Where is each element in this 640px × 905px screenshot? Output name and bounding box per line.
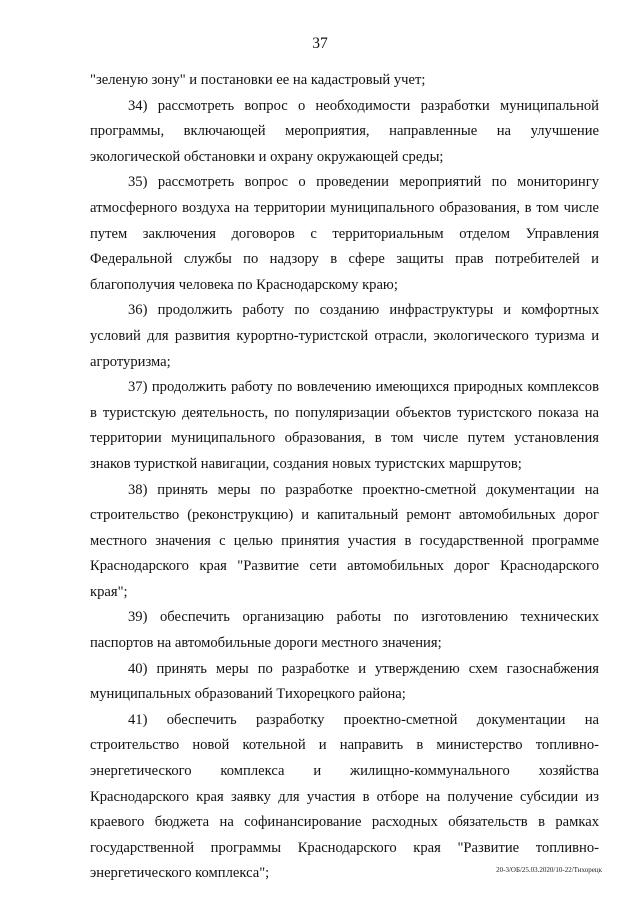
paragraph-continuation: "зеленую зону" и постановки ее на кадастровый учет; [90, 72, 426, 88]
page-number: 37 [312, 35, 328, 52]
paragraph-item-40: 40) принять меры по разработке и утверждению схем газоснабжения муниципальных образований Тихорецкого района; [90, 660, 599, 703]
paragraph-item-38: 38) принять меры по разработке проектно-сметной документации на строительство (реконструкцию) и капитальный ремонт автомобильных дорог местного значения с целью принятия участия в государственной программе Краснодарского края "Развитие сети автомобильных дорог Краснодарского края"; [90, 481, 599, 600]
paragraph-item-41: 41) обеспечить разработку проектно-сметной документации на строительство новой котельной и направить в министерство топливно-энергетического комплекса и жилищно-коммунального хозяйства Краснодарского края заявку для участия в отборе на получение субсидии из краевого бюджета на софинансирование расходных обязательств в рамках государственной программы Краснодарского края "Развитие топливно-энергетического комплекса"; [90, 711, 599, 882]
paragraph-item-36: 36) продолжить работу по созданию инфраструктуры и комфортных условий для развития курортно-туристской отрасли, экологического туризма и агротуризма; [90, 302, 599, 370]
document-footer-code: 20-3/ОБ/25.03.2020/10-22/Тихорецк [496, 866, 602, 874]
paragraph-item-39: 39) обеспечить организацию работы по изготовлению технических паспортов на автомобильные дороги местного значения; [90, 609, 599, 652]
paragraph-item-35: 35) рассмотреть вопрос о проведении мероприятий по мониторингу атмосферного воздуха на территории муниципального образования, в том числе путем заключения договоров с территориальным отделом Управления Федеральной службы по надзору в сфере защиты прав потребителей и благополучия человека по Краснодарскому краю; [90, 174, 599, 293]
paragraph-item-34: 34) рассмотреть вопрос о необходимости разработки муниципальной программы, включающей мероприятия, направленные на улучшение экологической обстановки и охрану окружающей среды; [90, 97, 599, 165]
document-body [90, 68, 599, 887]
paragraph-item-37: 37) продолжить работу по вовлечению имеющихся природных комплексов в туристскую деятельность, по популяризации объектов туристского показа на территории муниципального образования, в том числе путем установления знаков туристкой навигации, создания новых туристских маршрутов; [90, 379, 599, 472]
